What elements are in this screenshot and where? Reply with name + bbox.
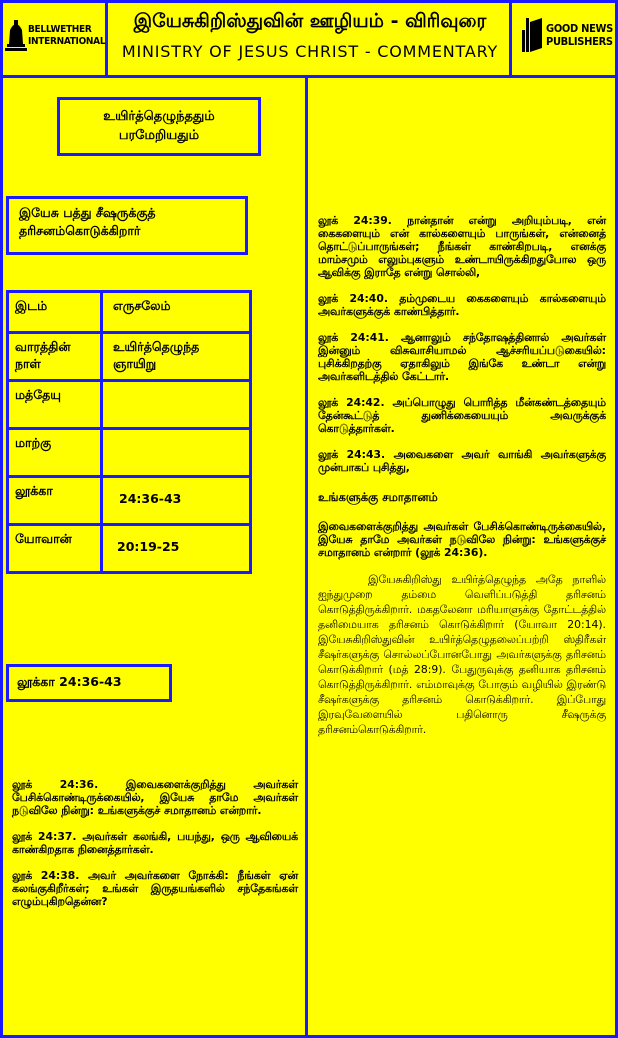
table-label: இடம்: [9, 293, 103, 331]
table-value: [103, 382, 249, 427]
table-value: 24:36-43: [119, 491, 182, 506]
table-row: [6, 478, 252, 526]
table-row: [6, 290, 252, 334]
verse-43: லூக் 24:43. அவைகளை அவர் வாங்கி அவர்களுக்கு முன்பாகப் புசித்து,: [318, 448, 606, 474]
header-title-block: [108, 0, 512, 78]
right-logo-text: GOOD NEWS PUBLISHERS: [546, 22, 613, 48]
verse-39: லூக் 24:39. நான்தான் என்று அறியும்படி, என் கைகளையும் என் கால்களையும் பாருங்கள், என்னைத் தொட்டுப்பாருங்கள்; நீங்கள் காண்கிறபடி, எனக்கு மாம்சமும் எலும்புகளும் உண்டாயிருக்கிறதுபோல ஒரு ஆவிக்கு இராதே என்று சொல்லி,: [318, 214, 606, 279]
table-value: [103, 430, 249, 475]
good-news-logo: [512, 0, 618, 78]
table-label: மத்தேயு: [9, 382, 103, 427]
right-column: [318, 214, 606, 737]
table-value: உயிர்த்தெழுந்த ஞாயிறு: [113, 339, 200, 371]
title-english: MINISTRY OF JESUS CHRIST - COMMENTARY: [121, 42, 499, 61]
title-tamil: இயேசுகிறிஸ்துவின் ஊழியம் - விரிவுரை: [133, 10, 487, 32]
table-value: 20:19-25: [117, 539, 180, 554]
section-title: உங்களுக்கு சமாதானம்: [318, 490, 438, 504]
verse-40: லூக் 24:40. தம்முடைய கைகளையும் கால்களையும் அவர்களுக்குக் காண்பித்தார்.: [318, 292, 606, 318]
table-label: யோவான்: [9, 526, 103, 571]
table-row: [6, 334, 252, 382]
table-row: [6, 430, 252, 478]
table-row: [6, 526, 252, 574]
table-label: மாற்கு: [9, 430, 103, 475]
sub-heading: [6, 196, 248, 255]
main-heading: [57, 97, 261, 156]
verse-42: லூக் 24:42. அப்பொழுது பொரித்த மீன்கண்டத்தையும் தேன்கூட்டுத் துணிக்கையையும் அவருக்குக் கொடுத்தார்கள்.: [318, 396, 606, 435]
verse-41: லூக் 24:41. ஆனாலும் சந்தோஷத்தினால் அவர்கள் இன்னும் விசுவாசியாமல் ஆச்சரியப்படுகையில்: புசிக்கிறதற்கு ஏதாகிலும் இங்கே உண்டா என்று அவர்களிடத்தில் கேட்டார்.: [318, 331, 606, 383]
sub-heading-line1: இயேசு பத்து சீஷருக்குத்: [19, 205, 156, 220]
verse-36: லூக் 24:36. இவைகளைக்குறித்து அவர்கள் பேசிக்கொண்டிருக்கையில், இயேசு தாமே அவர்கள் நடுவிலே நின்று: உங்களுக்குச் சமாதானம் என்றார்.: [12, 778, 298, 817]
left-logo-text: BELLWETHER INTERNATIONAL: [28, 24, 106, 47]
info-table: [6, 290, 252, 574]
left-verses: [12, 778, 298, 921]
sub-heading-line2: தரிசனம்கொடுக்கிறார்: [19, 223, 141, 238]
section-verse: இவைகளைக்குறித்து அவர்கள் பேசிக்கொண்டிருக்கையில், இயேசு தாமே அவர்கள் நடுவிலே நின்று: உங்களுக்குச் சமாதானம் என்றார் (லூக் 24:36).: [318, 520, 606, 559]
table-row: [6, 382, 252, 430]
verse-37: லூக் 24:37. அவர்கள் கலங்கி, பயந்து, ஒரு ஆவியைக் காண்கிறதாக நினைத்தார்கள்.: [12, 830, 298, 856]
main-heading-line2: பரமேறியதும்: [118, 128, 200, 143]
header: [0, 0, 618, 78]
column-divider: [305, 78, 308, 1038]
table-label: லூக்கா: [9, 478, 103, 523]
bellwether-logo: [0, 0, 108, 78]
verse-38: லூக் 24:38. அவர் அவர்களை நோக்கி: நீங்கள் ஏன் கலங்குகிறீர்கள்; உங்கள் இருதயங்களில் சந்தேகங்கள் எழும்புகிறதென்ன?: [12, 869, 298, 908]
passage-reference: லூக்கா 24:36-43: [6, 664, 172, 702]
table-value: எருசலேம்: [113, 298, 171, 313]
commentary-text: இயேசுகிறிஸ்து உயிர்த்தெழுந்த அதே நாளில் ஐந்துமுறை தம்மை வெளிப்படுத்தி தரிசனம் கொடுத்திருக்கிறார். மகதலேனா மரியாளுக்கு தோட்டத்தில் தனிமையாக தரிசனம் கொடுக்கிறார் (யோவா 20:14). இயேசுகிறிஸ்துவின் உயிர்த்தெழுதலைப்பற்றி ஸ்திரீகள் சீஷர்களுக்கு சொல்லப்போனபோது அவர்களுக்கு தரிசனம் கொடுக்கிறார் (மத் 28:9). பேதுருவுக்கு தனியாக தரிசனம் கொடுத்திருக்கிறார். எம்மாவுக்கு போகும் வழியில் இரண்டு சீஷர்களுக்கு தரிசனம் கொடுக்கிறார். இப்போது இரவுவேளையில் பதினொரு சீஷருக்கு தரிசனம்கொடுக்கிறார்.: [318, 573, 606, 736]
table-label: வாரத்தின் நாள்: [9, 334, 103, 379]
main-heading-line1: உயிர்த்தெழுந்ததும்: [103, 109, 215, 124]
